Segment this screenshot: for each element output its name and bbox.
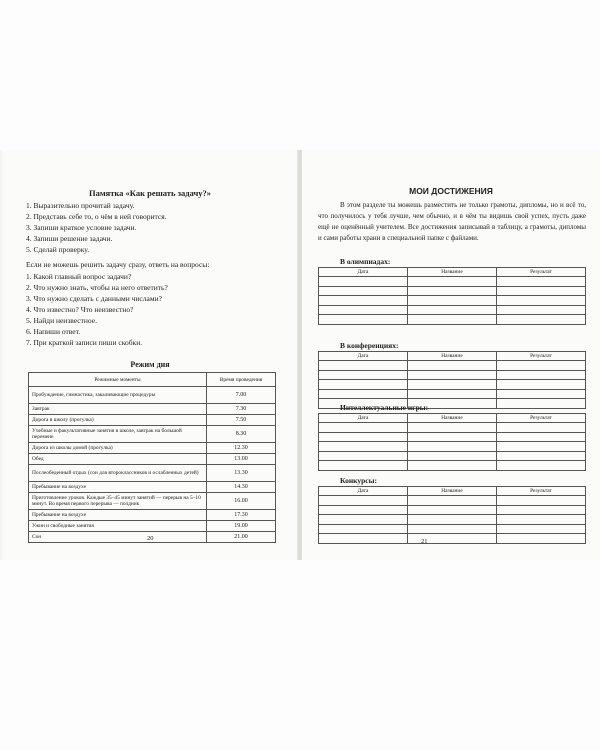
question-item: 3. Что нужно сделать с данными числами? [26,294,162,303]
time-cell: 19.00 [207,521,276,532]
table-row[interactable] [319,432,586,442]
table-cell[interactable] [497,399,586,409]
time-cell: 17.30 [207,510,276,521]
column-header: Дата [319,268,408,277]
column-header: Название [408,352,497,361]
column-header: Режимные моменты [29,373,207,387]
steps-list [26,200,167,255]
table-row[interactable] [319,524,586,534]
intellectual-games-table [318,413,586,471]
table-cell[interactable] [319,361,408,371]
table-cell[interactable] [497,315,586,325]
activity-cell: Пребывание на воздухе [29,482,207,493]
activity-cell: Обед [29,454,207,465]
table-cell[interactable] [319,534,408,544]
achievements-intro: В этом разделе ты можешь разместить не только грамоты, дипломы, но и всё то, что получилось у тебя лучше, чем обычно, и в чём ты видишь свой успех, пусть даже ещё не оценённый учителем. Все достижения записывай в таблицу, а грамоты, дипломы и сами работы храни в специальной папке с файлами. [318,201,586,242]
table-cell[interactable] [408,370,497,380]
time-cell: 16.00 [207,493,276,510]
section-label-conferences: В конференциях: [340,341,399,350]
schedule-title: Режим дня [130,360,170,369]
section-label-contests: Конкурсы: [340,476,377,485]
column-header: Результат [497,414,586,423]
time-cell: 13.30 [207,465,276,482]
question-item: 7. При краткой записи пиши скобки. [26,338,143,347]
table-cell[interactable] [497,461,586,471]
question-item: 4. Что известно? Что неизвестно? [26,305,134,314]
table-cell[interactable] [497,389,586,399]
table-row[interactable] [319,286,586,296]
activity-cell: Дорога в школу (прогулка) [29,415,207,426]
table-cell[interactable] [497,277,586,287]
table-cell[interactable] [408,277,497,287]
schedule-table [28,372,276,543]
table-cell[interactable] [408,515,497,525]
column-header: Название [408,414,497,423]
question-item: 1. Какой главный вопрос задачи? [26,272,132,281]
right-page [302,150,600,560]
table-row[interactable] [319,361,586,371]
table-cell[interactable] [408,389,497,399]
activity-cell: Ужин и свободные занятия [29,521,207,532]
table-cell[interactable] [319,277,408,287]
column-header: Дата [319,352,408,361]
time-cell: 7.50 [207,415,276,426]
step-item: 2. Представь себе то, о чём в ней говорится. [26,212,167,221]
activity-cell: Послеобеденный отдых (сон для второклассников и ослабленных детей) [29,465,207,482]
table-cell[interactable] [497,380,586,390]
table-row [29,415,276,426]
table-cell[interactable] [497,423,586,433]
column-header: Дата [319,414,408,423]
table-cell[interactable] [497,515,586,525]
table-cell[interactable] [408,524,497,534]
step-item: 4. Запиши решение задачи. [26,234,113,243]
time-cell: 14.30 [207,482,276,493]
table-cell[interactable] [319,524,408,534]
table-row[interactable] [319,389,586,399]
table-row[interactable] [319,451,586,461]
table-row[interactable] [319,496,586,506]
time-cell: 21.00 [207,532,276,543]
table-cell[interactable] [408,451,497,461]
table-cell[interactable] [408,380,497,390]
column-header: Результат [497,352,586,361]
column-header: Результат [497,268,586,277]
table-cell[interactable] [319,380,408,390]
table-row [29,443,276,454]
conferences-table [318,351,586,409]
table-cell[interactable] [497,451,586,461]
page-number: 20 [147,535,154,542]
column-header: Результат [497,487,586,496]
step-item: 5. Сделай проверку. [26,245,90,254]
step-item: 3. Запиши краткое условие задачи. [26,223,137,232]
table-cell[interactable] [408,286,497,296]
table-cell[interactable] [497,442,586,452]
table-cell[interactable] [319,432,408,442]
table-cell[interactable] [408,496,497,506]
table-row[interactable] [319,423,586,433]
activity-cell: Завтрак [29,404,207,415]
table-row[interactable] [319,277,586,287]
table-cell[interactable] [408,505,497,515]
table-cell[interactable] [319,461,408,471]
activity-cell: Дорога из школы домой (прогулка) [29,443,207,454]
table-cell[interactable] [319,505,408,515]
table-row [29,521,276,532]
table-header-row [319,268,586,277]
page-number: 21 [421,538,428,545]
column-header: Время проведения [207,373,276,387]
table-header-row [319,414,586,423]
step-item: 1. Выразительно прочитай задачу. [26,201,135,210]
table-header-row [319,487,586,496]
table-header-row [319,352,586,361]
table-row [29,387,276,404]
table-cell[interactable] [408,432,497,442]
olympiads-table [318,267,586,325]
time-cell: 12.30 [207,443,276,454]
left-page [2,150,298,560]
column-header: Название [408,268,497,277]
table-row [29,493,276,510]
table-cell[interactable] [497,305,586,315]
table-header-row [29,373,276,387]
table-cell[interactable] [497,534,586,544]
column-header: Название [408,487,497,496]
table-cell[interactable] [497,296,586,306]
table-cell[interactable] [497,286,586,296]
table-cell[interactable] [408,442,497,452]
achievements-title: МОИ ДОСТИЖЕНИЯ [409,186,493,196]
table-cell[interactable] [497,505,586,515]
table-row [29,404,276,415]
table-row [29,465,276,482]
table-cell[interactable] [319,286,408,296]
time-cell: 13.00 [207,454,276,465]
table-cell[interactable] [319,389,408,399]
memo-title: Памятка «Как решать задачу?» [88,188,212,198]
time-cell: 8.30 [207,426,276,443]
question-item: 6. Напиши ответ. [26,327,81,336]
table-row[interactable] [319,380,586,390]
table-cell[interactable] [497,524,586,534]
table-cell[interactable] [319,451,408,461]
hint-text: Если не можешь решить задачу сразу, ответь на вопросы: [26,260,210,269]
table-row[interactable] [319,505,586,515]
table-row[interactable] [319,442,586,452]
table-cell[interactable] [497,496,586,506]
activity-cell: Пребывание на воздухе [29,510,207,521]
table-row[interactable] [319,315,586,325]
table-cell[interactable] [319,496,408,506]
table-cell[interactable] [408,305,497,315]
table-cell[interactable] [408,461,497,471]
table-row [29,482,276,493]
table-row [29,510,276,521]
table-row[interactable] [319,534,586,544]
table-row[interactable] [319,461,586,471]
table-row [29,426,276,443]
questions-list [26,271,168,348]
table-cell[interactable] [497,432,586,442]
table-cell[interactable] [319,423,408,433]
activity-cell: Пробуждение, гимнастика, закаливающие процедуры [29,387,207,404]
table-cell[interactable] [319,305,408,315]
table-row[interactable] [319,370,586,380]
table-row[interactable] [319,305,586,315]
column-header: Дата [319,487,408,496]
table-row[interactable] [319,296,586,306]
activity-cell: Сон [29,532,207,543]
question-item: 2. Что нужно знать, чтобы на него ответить? [26,283,168,292]
table-cell[interactable] [319,315,408,325]
table-cell[interactable] [408,361,497,371]
table-row [29,454,276,465]
activity-cell: Учебные и факультативные занятия в школе, завтрак на большой перемене [29,426,207,443]
table-cell[interactable] [408,423,497,433]
activity-cell: Приготовление уроков. Каждые 35–45 минут занятий — перерыв на 5–10 минут. Во время первого перерыва — полдник [29,493,207,510]
question-item: 5. Найди неизвестное. [26,316,97,325]
table-cell[interactable] [319,296,408,306]
section-label-intellectual-games: Интеллектуальные игры: [340,403,429,412]
table-cell[interactable] [319,515,408,525]
table-row[interactable] [319,515,586,525]
section-label-olympiads: В олимпиадах: [340,257,391,266]
contests-table [318,486,586,544]
table-cell[interactable] [319,370,408,380]
book-spread [0,150,600,560]
table-cell[interactable] [319,442,408,452]
time-cell: 7.30 [207,404,276,415]
time-cell: 7.00 [207,387,276,404]
table-cell[interactable] [408,296,497,306]
table-cell[interactable] [497,370,586,380]
table-cell[interactable] [497,361,586,371]
table-cell[interactable] [408,315,497,325]
